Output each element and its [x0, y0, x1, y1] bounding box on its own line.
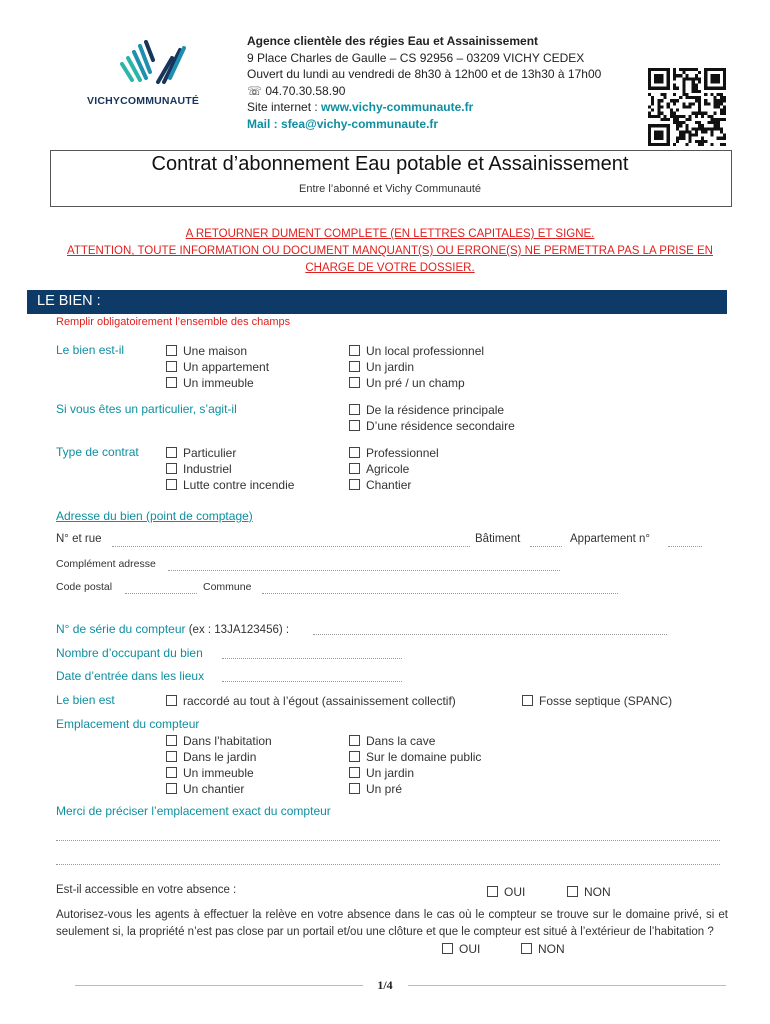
section-title: LE BIEN :	[37, 293, 101, 309]
checkbox-icon	[349, 767, 360, 778]
checkbox-option[interactable]: Une maison	[166, 343, 269, 359]
document-subtitle: Entre l’abonné et Vichy Communauté	[298, 183, 481, 195]
checkbox-icon	[166, 361, 177, 372]
complement-label: Complément adresse	[56, 558, 156, 570]
required-note: Remplir obligatoirement l’ensemble des champs	[56, 316, 291, 328]
agency-hours: Ouvert du lundi au vendredi de 8h30 à 12h00 et de 13h30 à 17h00	[247, 67, 602, 81]
checkbox-option[interactable]: Un chantier	[166, 781, 272, 797]
checkbox-option[interactable]: Lutte contre incendie	[166, 477, 294, 493]
emplacement-label: Emplacement du compteur	[56, 717, 200, 731]
checkbox-option[interactable]: Un immeuble	[166, 375, 269, 391]
checkbox-icon	[166, 751, 177, 762]
checkbox-icon	[166, 695, 177, 706]
contrat-col2	[349, 445, 439, 493]
checkbox-icon	[349, 404, 360, 415]
warning-line-3: CHARGE DE VOTRE DOSSIER.	[305, 262, 475, 274]
releve-question: Autorisez-vous les agents à effectuer la relève en votre absence dans le cas où le compteur se trouve sur le domaine privé, si et seulement si, la propriété n’est pas close par un portail et/ou une clôture et que le compteur est situé à l’extérieur de l’habitation ?	[56, 909, 728, 938]
checkbox-icon	[522, 695, 533, 706]
checkbox-icon	[349, 361, 360, 372]
warning-line-1: A RETOURNER DUMENT COMPLETE (EN LETTRES CAPITALES) ET SIGNE.	[185, 228, 595, 240]
preciser-field-line-2[interactable]	[56, 864, 720, 865]
agency-name: Agence clientèle des régies Eau et Assainissement	[247, 34, 539, 48]
logo-wordmark: VICHYCOMMUNAUTÉ	[87, 95, 200, 107]
checkbox-icon	[349, 463, 360, 474]
checkbox-icon	[166, 447, 177, 458]
batiment-field[interactable]	[530, 546, 562, 547]
checkbox-icon	[166, 345, 177, 356]
bien-type-col2	[349, 343, 484, 391]
batiment-label: Bâtiment	[475, 533, 521, 545]
checkbox-icon	[349, 377, 360, 388]
preciser-field-line-1[interactable]	[56, 840, 720, 841]
rue-label: N° et rue	[56, 533, 102, 545]
commune-field[interactable]	[262, 593, 618, 594]
checkbox-icon	[349, 735, 360, 746]
checkbox-icon	[487, 886, 498, 897]
access-question: Est-il accessible en votre absence :	[56, 884, 237, 896]
occupants-label: Nombre d’occupant du bien	[56, 646, 203, 660]
agency-website-line: Site internet : www.vichy-communaute.fr	[247, 100, 474, 114]
checkbox-option[interactable]: Particulier	[166, 445, 294, 461]
checkbox-option[interactable]: Sur le domaine public	[349, 749, 481, 765]
contrat-col1	[166, 445, 294, 493]
rue-field[interactable]	[112, 546, 470, 547]
code-postal-field[interactable]	[125, 593, 197, 594]
checkbox-option[interactable]: Professionnel	[349, 445, 439, 461]
commune-label: Commune	[203, 581, 252, 593]
checkbox-option[interactable]: De la résidence principale	[349, 402, 515, 418]
checkbox-icon	[349, 783, 360, 794]
adresse-label: Adresse du bien (point de comptage)	[56, 509, 253, 523]
serie-label: N° de série du compteur	[56, 622, 186, 636]
checkbox-icon	[166, 767, 177, 778]
checkbox-option[interactable]: Un jardin	[349, 765, 481, 781]
bien-est-label: Le bien est	[56, 693, 115, 707]
checkbox-option[interactable]: Un jardin	[349, 359, 484, 375]
checkbox-option[interactable]: Un appartement	[166, 359, 269, 375]
checkbox-option[interactable]: Un pré	[349, 781, 481, 797]
serie-line	[56, 622, 289, 636]
checkbox-fosse[interactable]: Fosse septique (SPANC)	[522, 693, 672, 709]
bien-type-label: Le bien est-il	[56, 343, 125, 357]
checkbox-icon	[567, 886, 578, 897]
access-oui-checkbox[interactable]: OUI	[487, 884, 525, 900]
checkbox-icon	[349, 751, 360, 762]
checkbox-option[interactable]: Dans l’habitation	[166, 733, 272, 749]
code-postal-label: Code postal	[56, 581, 113, 593]
checkbox-option[interactable]: Dans le jardin	[166, 749, 272, 765]
complement-field[interactable]	[168, 570, 560, 571]
page-number: 1/4	[377, 978, 393, 992]
preciser-label: Merci de préciser l’emplacement exact du compteur	[56, 804, 331, 818]
document-title: Contrat d’abonnement Eau potable et Assainissement	[151, 153, 629, 175]
contrat-label: Type de contrat	[56, 445, 139, 459]
bien-type-col1	[166, 343, 269, 391]
appartement-label: Appartement n°	[570, 533, 651, 545]
checkbox-option[interactable]: Un immeuble	[166, 765, 272, 781]
checkbox-option[interactable]: D’une résidence secondaire	[349, 418, 515, 434]
emplacement-col2	[349, 733, 481, 797]
checkbox-option[interactable]: Industriel	[166, 461, 294, 477]
date-entree-field[interactable]	[222, 681, 402, 682]
checkbox-icon	[442, 943, 453, 954]
agency-mail-line: Mail : sfea@vichy-communaute.fr	[247, 116, 439, 131]
checkbox-icon	[166, 377, 177, 388]
checkbox-option[interactable]: Chantier	[349, 477, 439, 493]
emplacement-col1	[166, 733, 272, 797]
checkbox-icon	[521, 943, 532, 954]
agency-phone: ☏ 04.70.30.58.90	[247, 83, 346, 98]
checkbox-icon	[166, 479, 177, 490]
checkbox-raccorde[interactable]: raccordé au tout à l’égout (assainissement collectif)	[166, 693, 456, 709]
warning-line-2: ATTENTION, TOUTE INFORMATION OU DOCUMENT MANQUANT(S) OU ERRONE(S) NE PERMETTRA PAS LA PRISE EN	[67, 245, 713, 257]
checkbox-icon	[166, 463, 177, 474]
agency-address: 9 Place Charles de Gaulle – CS 92956 – 03209 VICHY CEDEX	[247, 50, 585, 65]
checkbox-icon	[166, 735, 177, 746]
checkbox-icon	[349, 420, 360, 431]
access-non-checkbox[interactable]: NON	[567, 884, 611, 900]
serie-field[interactable]	[313, 634, 667, 635]
agency-header	[247, 33, 601, 132]
checkbox-option[interactable]: Un local professionnel	[349, 343, 484, 359]
checkbox-option[interactable]: Un pré / un champ	[349, 375, 484, 391]
checkbox-icon	[166, 783, 177, 794]
releve-non-checkbox[interactable]: NON	[521, 941, 565, 957]
checkbox-icon	[349, 479, 360, 490]
date-entree-label: Date d’entrée dans les lieux	[56, 669, 205, 683]
checkbox-icon	[349, 345, 360, 356]
checkbox-icon	[349, 447, 360, 458]
mail-link[interactable]: sfea@vichy-communaute.fr	[281, 116, 439, 131]
website-link[interactable]: www.vichy-communaute.fr	[321, 100, 474, 114]
appartement-field[interactable]	[668, 546, 702, 547]
section-le-bien	[27, 290, 727, 314]
particulier-options	[349, 402, 515, 434]
serie-example: (ex : 13JA123456) :	[185, 624, 290, 636]
particulier-label: Si vous êtes un particulier, s’agit-il	[56, 402, 237, 416]
occupants-field[interactable]	[222, 658, 402, 659]
qr-code	[648, 68, 726, 146]
releve-oui-checkbox[interactable]: OUI	[442, 941, 480, 957]
checkbox-option[interactable]: Agricole	[349, 461, 439, 477]
checkbox-option[interactable]: Dans la cave	[349, 733, 481, 749]
